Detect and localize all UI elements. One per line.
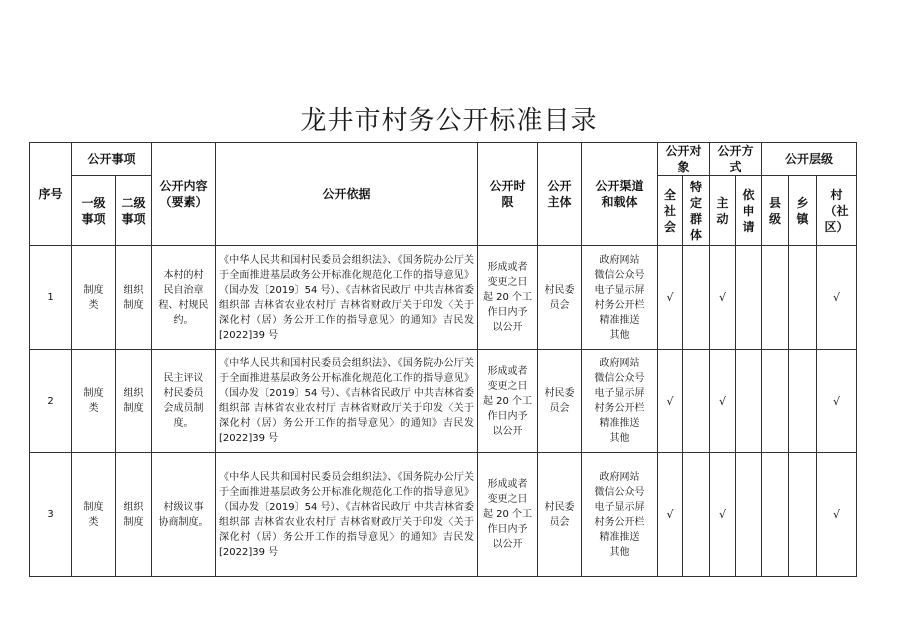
cell-level2: 组织 制度 [116,246,152,350]
cell-content: 民主评议 村民委员 会成员制 度。 [152,350,216,453]
cell-basis: 《中华人民共和国村民委员会组织法》、《国务院办公厅关于全面推进基层政务公开标准化规范化工作的指导意见》（国办发〔2019〕54 号）、《吉林省民政厅 中共吉林省委组织部 吉林省农业农村厅 吉林省财政厅关于印发〈关于深化村（居）务公开工作的指导意见〉的通知》吉民发[2022]39 号 [216,350,478,453]
cell-seq: 2 [30,350,72,453]
cell-level-town [789,246,817,350]
cell-content: 村级议事 协商制度。 [152,453,216,577]
cell-method-request [736,246,762,350]
header-target-all: 全社会 [658,176,683,246]
cell-content: 本村的村 民自治章 程、村规民 约。 [152,246,216,350]
cell-basis: 《中华人民共和国村民委员会组织法》、《国务院办公厅关于全面推进基层政务公开标准化规范化工作的指导意见》（国办发〔2019〕54 号）、《吉林省民政厅 中共吉林省委组织部 吉林省农业农村厅 吉林省财政厅关于印发〈关于深化村（居）务公开工作的指导意见〉的通知》吉民发[2022]39 号 [216,246,478,350]
cell-level-county [762,246,789,350]
cell-channel: 政府网站 微信公众号 电子显示屏 村务公开栏 精准推送 其他 [582,350,658,453]
header-basis: 公开依据 [216,143,478,246]
cell-level-village: √ [817,246,857,350]
cell-method-request [736,453,762,577]
cell-target-all: √ [658,246,683,350]
header-method-request: 依申请 [736,176,762,246]
header-row-1 [30,143,857,176]
header-subject: 公开 主体 [538,143,582,246]
cell-method-active: √ [710,350,736,453]
cell-method-active: √ [710,246,736,350]
cell-method-request [736,350,762,453]
cell-level-town [789,453,817,577]
cell-target-specific [683,350,710,453]
cell-seq: 1 [30,246,72,350]
cell-level2: 组织 制度 [116,350,152,453]
cell-subject: 村民委 员会 [538,453,582,577]
cell-time-limit: 形成或者 变更之日 起 20 个工 作日内予 以公开 [478,453,538,577]
document-title: 龙井市村务公开标准目录 [300,106,598,136]
cell-time-limit: 形成或者 变更之日 起 20 个工 作日内予 以公开 [478,246,538,350]
cell-level2: 组织 制度 [116,453,152,577]
header-target-specific: 特定群体 [683,176,710,246]
cell-target-specific [683,246,710,350]
cell-level-county [762,350,789,453]
table-row [30,246,857,350]
header-level-town: 乡镇 [789,176,817,246]
cell-subject: 村民委 员会 [538,246,582,350]
cell-seq: 3 [30,453,72,577]
cell-level-town [789,350,817,453]
header-level2: 二级 事项 [116,176,152,246]
header-method-group: 公开方 式 [710,143,762,176]
header-target-group: 公开对 象 [658,143,710,176]
cell-level1: 制度 类 [72,350,116,453]
table-row [30,453,857,577]
cell-channel: 政府网站 微信公众号 电子显示屏 村务公开栏 精准推送 其他 [582,246,658,350]
header-level-village: 村 （社 区） [817,176,857,246]
header-level-group: 公开层级 [762,143,857,176]
cell-target-all: √ [658,453,683,577]
cell-level-village: √ [817,350,857,453]
catalog-table [29,142,857,577]
cell-level-village: √ [817,453,857,577]
header-channel: 公开渠道 和载体 [582,143,658,246]
header-level-county: 县级 [762,176,789,246]
cell-target-specific [683,453,710,577]
cell-subject: 村民委 员会 [538,350,582,453]
cell-basis: 《中华人民共和国村民委员会组织法》、《国务院办公厅关于全面推进基层政务公开标准化规范化工作的指导意见》（国办发〔2019〕54 号）、《吉林省民政厅 中共吉林省委组织部 吉林省农业农村厅 吉林省财政厅关于印发〈关于深化村（居）务公开工作的指导意见〉的通知》吉民发[2022]39 号 [216,453,478,577]
header-level1: 一级 事项 [72,176,116,246]
cell-method-active: √ [710,453,736,577]
cell-level1: 制度 类 [72,453,116,577]
cell-level-county [762,453,789,577]
cell-level1: 制度 类 [72,246,116,350]
cell-target-all: √ [658,350,683,453]
header-item-group: 公开事项 [72,143,152,176]
header-content: 公开内容 （要素） [152,143,216,246]
header-time-limit: 公开时 限 [478,143,538,246]
cell-time-limit: 形成或者 变更之日 起 20 个工 作日内予 以公开 [478,350,538,453]
cell-channel: 政府网站 微信公众号 电子显示屏 村务公开栏 精准推送 其他 [582,453,658,577]
table-row [30,350,857,453]
header-seq: 序号 [30,143,72,246]
header-method-active: 主动 [710,176,736,246]
